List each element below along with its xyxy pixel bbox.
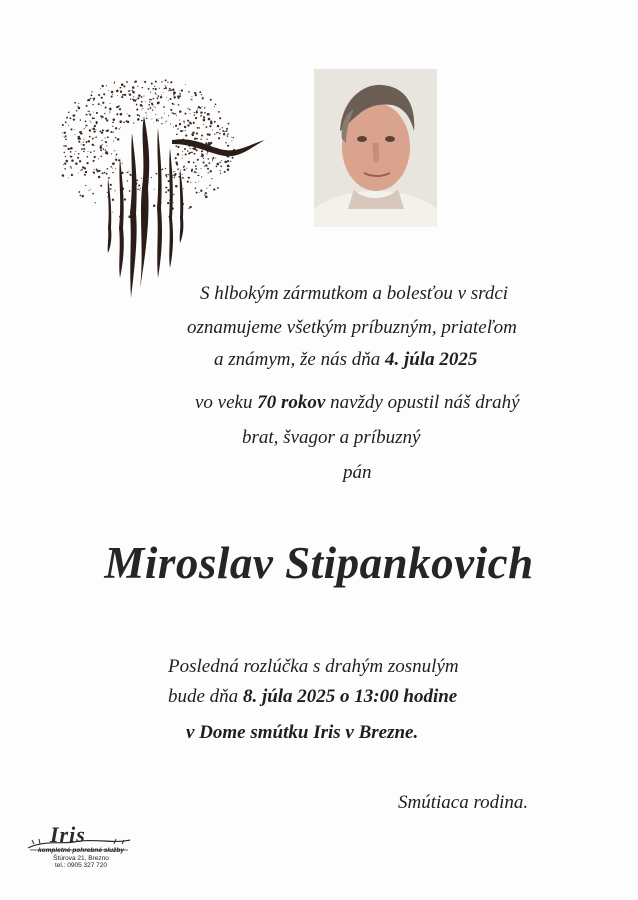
funeral-service-tagline: kompletné pohrebné služby <box>38 847 124 854</box>
death-date: 4. júla 2025 <box>385 349 478 370</box>
age: 70 rokov <box>257 392 326 413</box>
funeral-service-logo-text: Iris <box>50 822 86 847</box>
announcement-line-1: S hlbokým zármutkom a bolesťou v srdci <box>200 283 509 304</box>
announcement-line-4-post: navždy opustil náš drahý <box>325 392 520 413</box>
announcement-line-4-pre: vo veku <box>195 392 258 413</box>
deceased-name: Miroslav Stipankovich <box>104 538 534 588</box>
announcement-line-3-text: a známym, že nás dňa <box>214 349 385 370</box>
funeral-service-details <box>36 847 126 870</box>
announcement-line-2: oznamujeme všetkým príbuzným, priateľom <box>187 317 517 338</box>
farewell-line-2 <box>168 684 457 710</box>
announcement-line-5: brat, švagor a príbuzný <box>242 427 421 448</box>
funeral-service-phone: tel.: 0905 327 720 <box>54 862 108 869</box>
signature: Smútiaca rodina. <box>398 792 529 813</box>
farewell-line-1: Posledná rozlúčka s drahým zosnulým <box>168 656 459 677</box>
farewell-datetime: 8. júla 2025 o 13:00 hodine <box>242 686 458 707</box>
funeral-service-address: Štúrova 21, Brezno <box>53 854 109 862</box>
announcement-line-6: pán <box>343 462 372 483</box>
farewell-line-3: v Dome smútku Iris v Brezne. <box>186 722 419 743</box>
farewell-line-2-pre: bude dňa <box>168 686 243 707</box>
